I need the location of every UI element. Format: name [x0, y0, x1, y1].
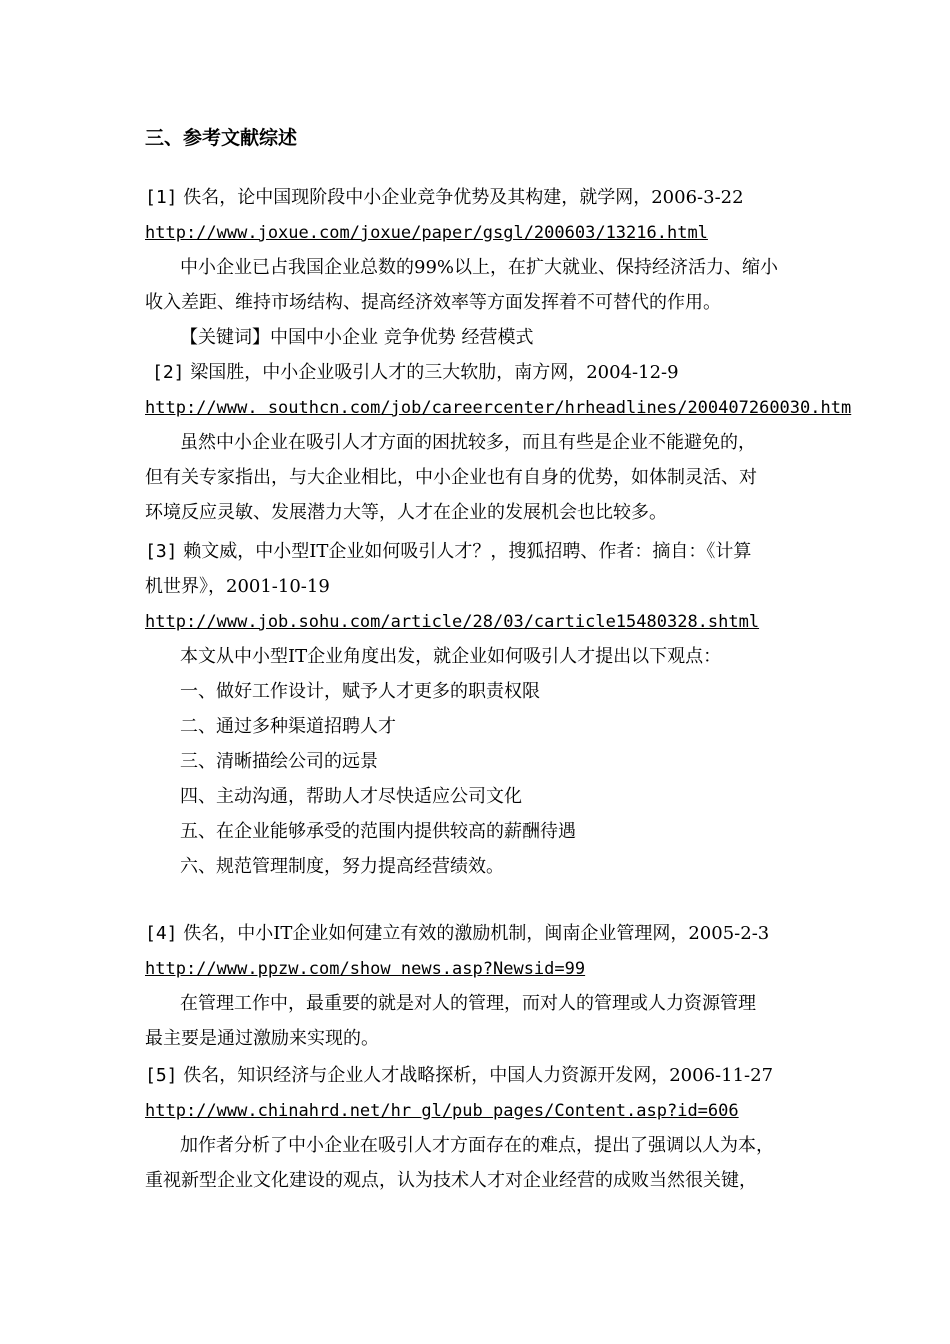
reference-3-intro: 本文从中小型IT企业角度出发，就企业如何吸引人才提出以下观点：: [180, 646, 722, 667]
reference-3-point: 四、主动沟通，帮助人才尽快适应公司文化: [180, 786, 522, 807]
reference-3-url[interactable]: http://www.job.sohu.com/article/28/03/carticle15480328.shtml: [145, 612, 760, 632]
reference-2-summary-line: 但有关专家指出，与大企业相比，中小企业也有自身的优势，如体制灵活、对: [145, 467, 757, 488]
reference-number: [3]: [145, 541, 178, 562]
reference-3-point: 五、在企业能够承受的范围内提供较高的薪酬待遇: [180, 821, 576, 842]
reference-2-summary-line: 虽然中小企业在吸引人才方面的困扰较多，而且有些是企业不能避免的，: [180, 432, 756, 453]
reference-2-url[interactable]: http://www. southcn.com/job/careercenter/hrheadlines/200407260030.htm: [145, 398, 852, 418]
section-heading: 三、参考文献综述: [145, 127, 298, 149]
reference-3-point: 一、做好工作设计，赋予人才更多的职责权限: [180, 681, 540, 702]
reference-1-keywords: 【关键词】中国中小企业 竞争优势 经营模式: [180, 327, 534, 348]
reference-number: [1]: [145, 187, 178, 208]
reference-number: [5]: [145, 1065, 178, 1086]
reference-2-summary-line: 环境反应灵敏、发展潜力大等，人才在企业的发展机会也比较多。: [145, 502, 667, 523]
citation-text: 梁国胜，中小企业吸引人才的三大软肋，南方网，2004-12-9: [184, 362, 679, 383]
reference-4-summary-line: 最主要是通过激励来实现的。: [145, 1028, 379, 1049]
reference-1-summary-line: 中小企业已占我国企业总数的99%以上，在扩大就业、保持经济活力、缩小: [180, 257, 779, 278]
reference-number: [2]: [152, 362, 185, 383]
citation-text: 佚名，中小IT企业如何建立有效的激励机制，闽南企业管理网，2005-2-3: [177, 923, 770, 944]
citation-text: 佚名，论中国现阶段中小企业竞争优势及其构建，就学网，2006-3-22: [177, 187, 744, 208]
reference-4-summary-line: 在管理工作中，最重要的就是对人的管理，而对人的管理或人力资源管理: [180, 993, 756, 1014]
reference-5-url[interactable]: http://www.chinahrd.net/hr gl/pub pages/Content.asp?id=606: [145, 1101, 739, 1121]
reference-5-summary-line: 重视新型企业文化建设的观点，认为技术人才对企业经营的成败当然很关键，: [145, 1170, 757, 1191]
reference-5-citation: [145, 1064, 773, 1088]
reference-2-citation: [152, 361, 679, 385]
reference-number: [4]: [145, 923, 178, 944]
reference-3-point: 六、规范管理制度，努力提高经营绩效。: [180, 856, 504, 877]
reference-3-citation-line-2: 机世界》，2001-10-19: [145, 576, 330, 597]
reference-1-citation: [145, 186, 744, 210]
reference-3-point: 三、清晰描绘公司的远景: [180, 751, 378, 772]
reference-1-url[interactable]: http://www.joxue.com/joxue/paper/gsgl/200603/13216.html: [145, 223, 708, 243]
reference-5-summary-line: 加作者分析了中小企业在吸引人才方面存在的难点，提出了强调以人为本，: [180, 1135, 774, 1156]
reference-4-url[interactable]: http://www.ppzw.com/show news.asp?Newsid=99: [145, 959, 586, 979]
citation-text: 佚名，知识经济与企业人才战略探析，中国人力资源开发网，2006-11-27: [177, 1065, 774, 1086]
reference-1-summary-line: 收入差距、维持市场结构、提高经济效率等方面发挥着不可替代的作用。: [145, 292, 721, 313]
reference-3-point: 二、通过多种渠道招聘人才: [180, 716, 396, 737]
reference-4-citation: [145, 922, 769, 946]
reference-3-citation: [145, 540, 751, 564]
citation-text: 赖文威，中小型IT企业如何吸引人才？，搜狐招聘、作者：摘自：《计算: [177, 541, 752, 562]
